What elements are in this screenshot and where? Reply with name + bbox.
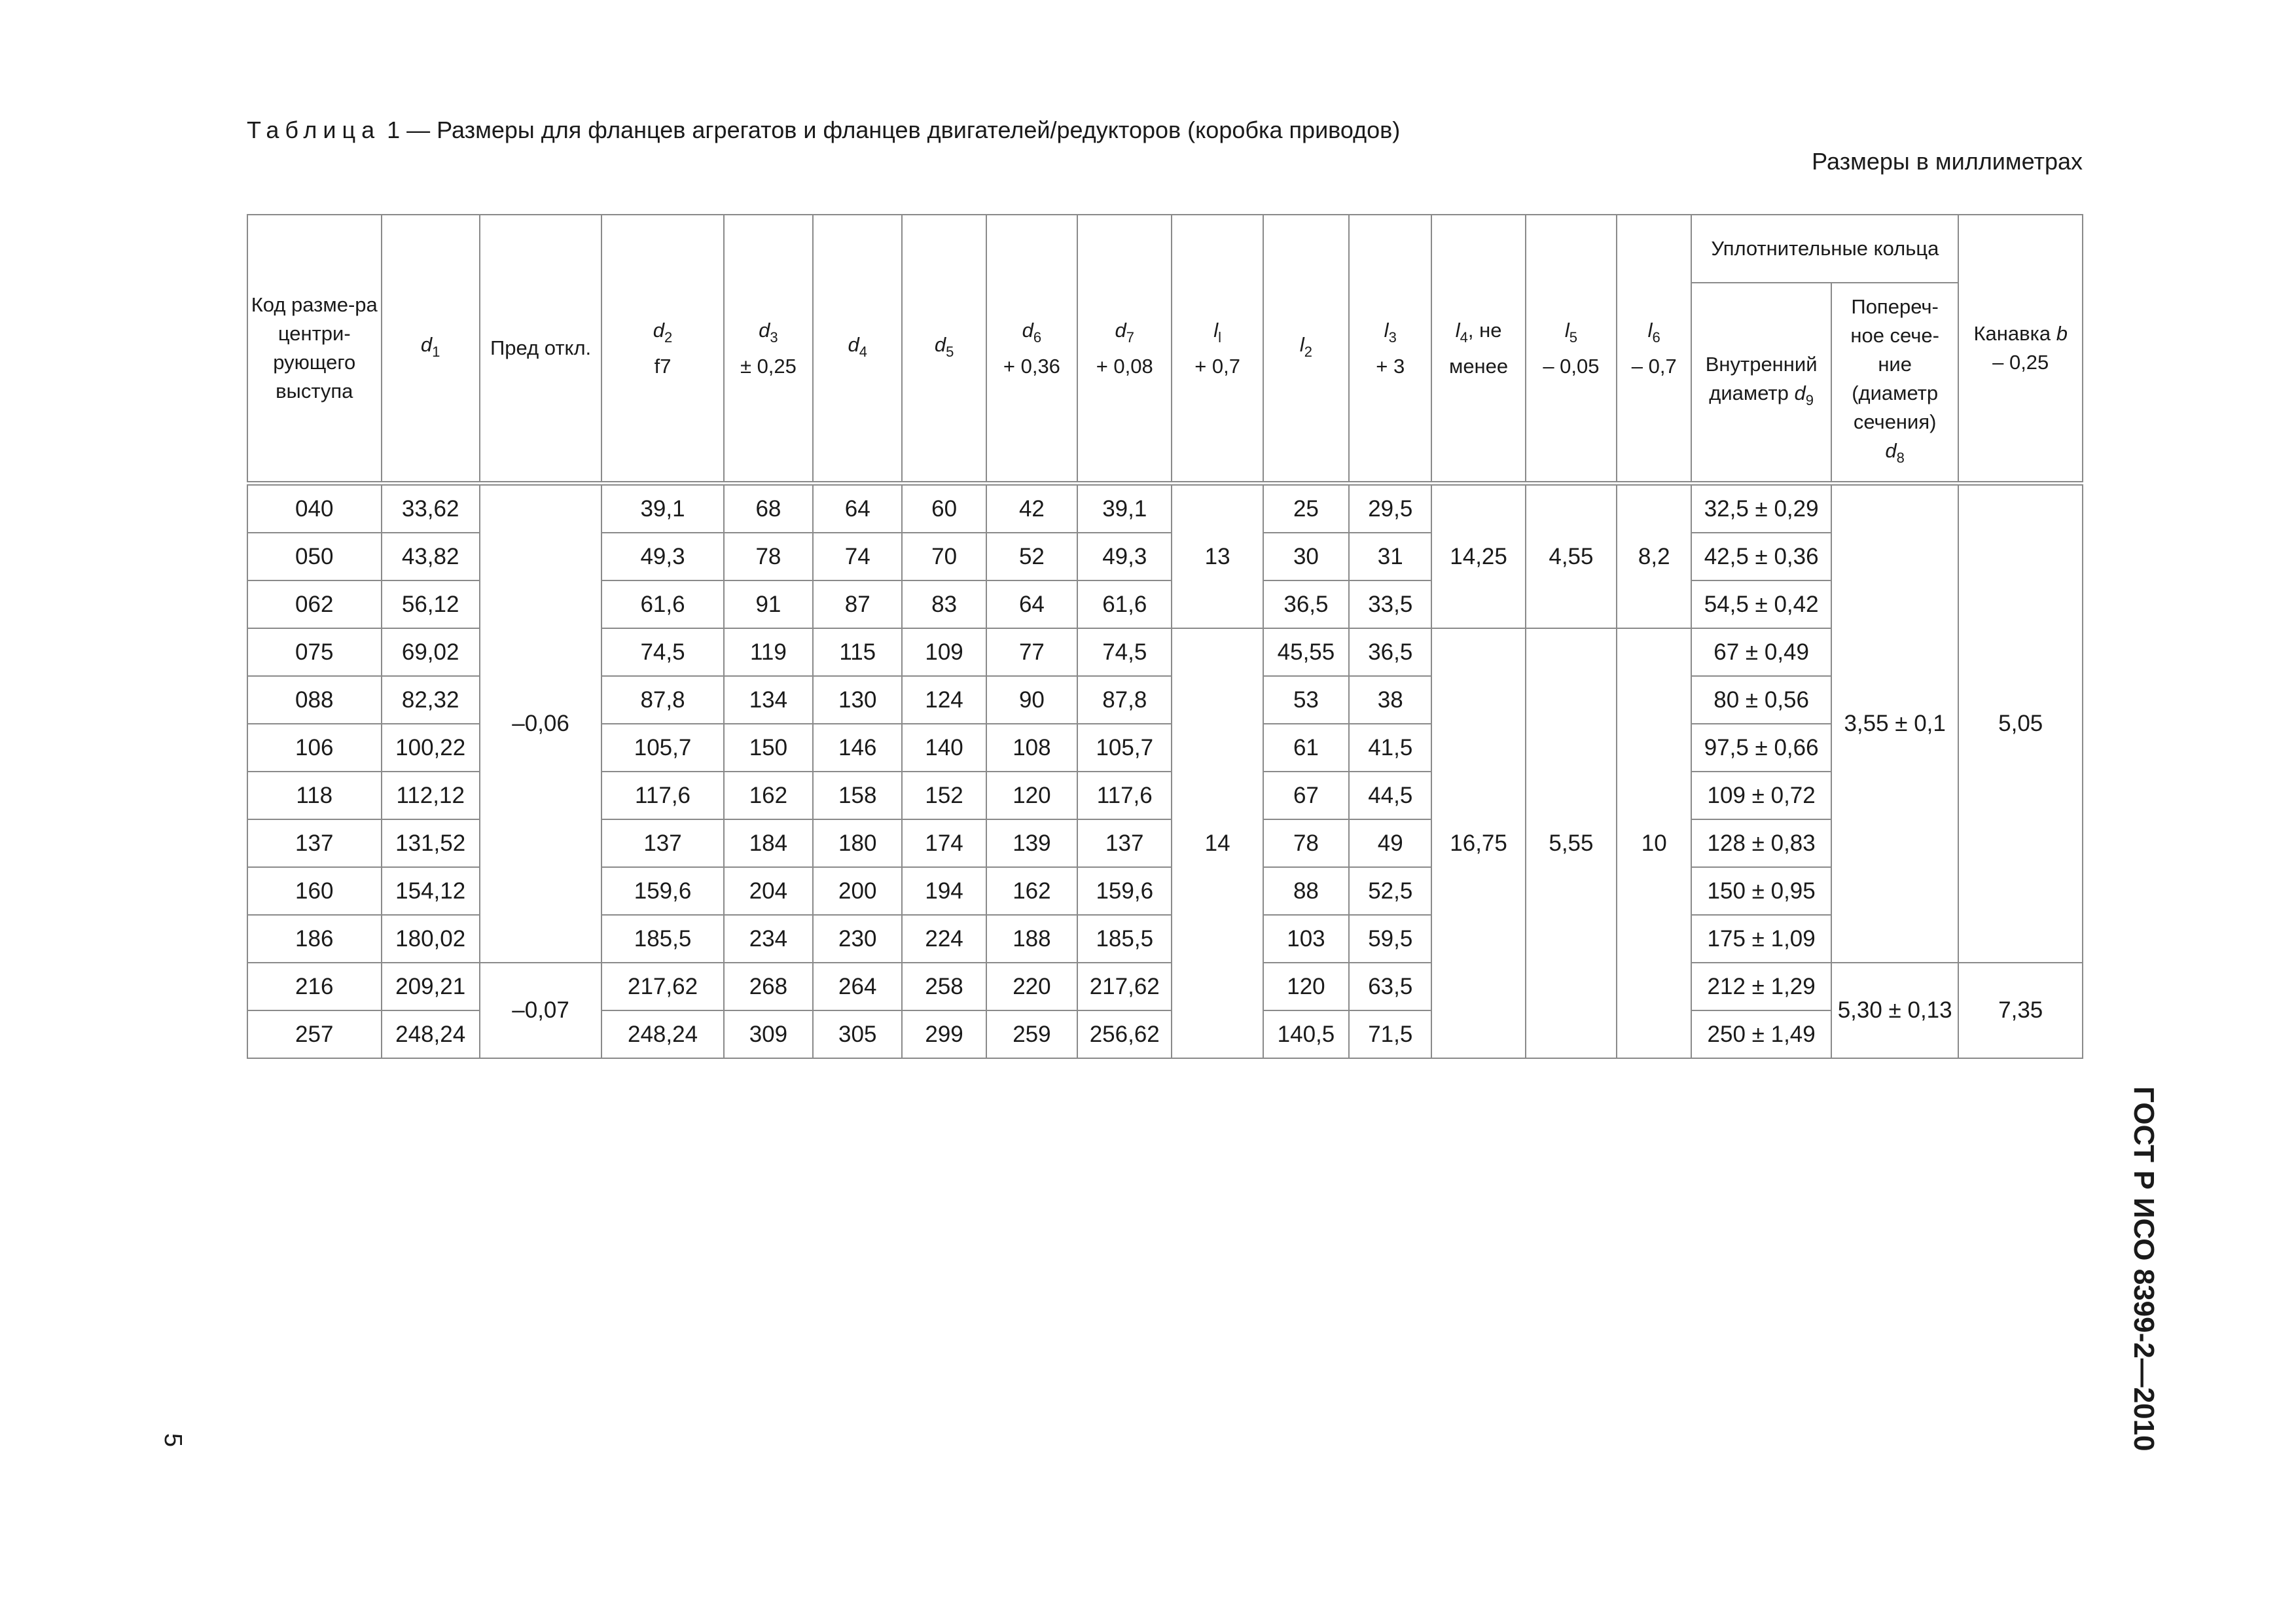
cell-d3: 134 [724, 676, 813, 724]
cell-l2: 103 [1263, 915, 1349, 963]
page-number: 5 [159, 1433, 187, 1448]
cell-d6: 42 [986, 484, 1077, 533]
header-cross-section-d8: Попереч-ное сече-ние (диаметр сечения) $d_8$ [1831, 283, 1959, 484]
cell-d1: 209,21 [382, 963, 480, 1010]
cell-l3: 31 [1349, 533, 1431, 580]
cell-d1: 112,12 [382, 772, 480, 819]
cell-l3: 41,5 [1349, 724, 1431, 772]
cell-d2: 39,1 [601, 484, 723, 533]
cell-groove-b: 5,05 [1958, 484, 2083, 963]
cell-d6: 77 [986, 628, 1077, 676]
header-code: Код разме-ра центри-рующего выступа [247, 215, 382, 484]
cell-d3: 184 [724, 819, 813, 867]
cell-l2: 140,5 [1263, 1010, 1349, 1058]
cell-d7: 137 [1077, 819, 1172, 867]
cell-d1: 56,12 [382, 580, 480, 628]
cell-d4: 264 [813, 963, 902, 1010]
cell-d7: 159,6 [1077, 867, 1172, 915]
cell-d3: 150 [724, 724, 813, 772]
header-l1: $l_l$ + 0,7 [1172, 215, 1263, 484]
cell-l2: 45,55 [1263, 628, 1349, 676]
cell-d4: 158 [813, 772, 902, 819]
cell-d7: 39,1 [1077, 484, 1172, 533]
cell-code: 050 [247, 533, 382, 580]
cell-d3: 234 [724, 915, 813, 963]
cell-d1: 33,62 [382, 484, 480, 533]
cell-d7: 61,6 [1077, 580, 1172, 628]
cell-d2: 217,62 [601, 963, 723, 1010]
cell-d9: 67 ± 0,49 [1691, 628, 1831, 676]
cell-d4: 146 [813, 724, 902, 772]
header-d7: $d_7$ + 0,08 [1077, 215, 1172, 484]
cell-d1: 180,02 [382, 915, 480, 963]
header-d5: $d_5$ [902, 215, 986, 484]
cell-d5: 70 [902, 533, 986, 580]
cell-pred-otkl: –0,07 [480, 963, 601, 1058]
table-caption-label: Таблица [247, 116, 381, 143]
cell-d4: 115 [813, 628, 902, 676]
cell-code: 040 [247, 484, 382, 533]
cell-code: 216 [247, 963, 382, 1010]
cell-d5: 194 [902, 867, 986, 915]
cell-code: 257 [247, 1010, 382, 1058]
cell-d4: 130 [813, 676, 902, 724]
cell-d2: 137 [601, 819, 723, 867]
cell-d6: 64 [986, 580, 1077, 628]
cell-l3: 59,5 [1349, 915, 1431, 963]
cell-l2: 53 [1263, 676, 1349, 724]
cell-code: 186 [247, 915, 382, 963]
cell-l4: 14,25 [1431, 484, 1525, 629]
header-l6: $l_6$ – 0,7 [1617, 215, 1691, 484]
cell-d7: 117,6 [1077, 772, 1172, 819]
cell-l2: 67 [1263, 772, 1349, 819]
cell-l2: 78 [1263, 819, 1349, 867]
cell-d1: 43,82 [382, 533, 480, 580]
table-caption-title: 1 — Размеры для фланцев агрегатов и фланцев двигателей/редукторов (коробка приводов) [380, 116, 1401, 143]
cell-d6: 220 [986, 963, 1077, 1010]
cell-l2: 30 [1263, 533, 1349, 580]
table-header [247, 215, 2083, 484]
cell-d7: 49,3 [1077, 533, 1172, 580]
header-row-1 [247, 215, 2083, 283]
cell-d3: 119 [724, 628, 813, 676]
cell-d6: 139 [986, 819, 1077, 867]
cell-d3: 204 [724, 867, 813, 915]
header-l5: $l_5$ – 0,05 [1526, 215, 1617, 484]
cell-l3: 38 [1349, 676, 1431, 724]
cell-l3: 36,5 [1349, 628, 1431, 676]
cell-d2: 159,6 [601, 867, 723, 915]
cell-d5: 83 [902, 580, 986, 628]
cell-l1: 14 [1172, 628, 1263, 1058]
cell-d4: 180 [813, 819, 902, 867]
cell-d9: 54,5 ± 0,42 [1691, 580, 1831, 628]
cell-d9: 175 ± 1,09 [1691, 915, 1831, 963]
cell-l3: 44,5 [1349, 772, 1431, 819]
cell-d1: 69,02 [382, 628, 480, 676]
header-inner-diameter-d9: Внутренний диаметр $d_9$ [1691, 283, 1831, 484]
standard-designation: ГОСТ Р ИСО 8399-2—2010 [2128, 1086, 2160, 1452]
cell-l2: 25 [1263, 484, 1349, 533]
table-row [247, 484, 2083, 533]
cell-d9: 32,5 ± 0,29 [1691, 484, 1831, 533]
header-l4: $l_4$, не менее [1431, 215, 1525, 484]
units-note: Размеры в миллиметрах [1812, 148, 2083, 175]
cell-d5: 299 [902, 1010, 986, 1058]
cell-d9: 150 ± 0,95 [1691, 867, 1831, 915]
cell-l3: 71,5 [1349, 1010, 1431, 1058]
table-row [247, 963, 2083, 1010]
cell-d7: 185,5 [1077, 915, 1172, 963]
cell-d5: 109 [902, 628, 986, 676]
cell-d1: 82,32 [382, 676, 480, 724]
header-groove-b: Канавка b – 0,25 [1958, 215, 2083, 484]
cell-d7: 87,8 [1077, 676, 1172, 724]
cell-d6: 90 [986, 676, 1077, 724]
cell-d9: 128 ± 0,83 [1691, 819, 1831, 867]
cell-d4: 87 [813, 580, 902, 628]
cell-l2: 88 [1263, 867, 1349, 915]
cell-code: 118 [247, 772, 382, 819]
cell-d5: 60 [902, 484, 986, 533]
cell-l2: 120 [1263, 963, 1349, 1010]
cell-pred-otkl: –0,06 [480, 484, 601, 963]
cell-d6: 259 [986, 1010, 1077, 1058]
cell-d7: 105,7 [1077, 724, 1172, 772]
cell-d6: 120 [986, 772, 1077, 819]
cell-code: 160 [247, 867, 382, 915]
header-d6: $d_6$ + 0,36 [986, 215, 1077, 484]
cell-d7: 217,62 [1077, 963, 1172, 1010]
cell-d2: 248,24 [601, 1010, 723, 1058]
cell-d8: 3,55 ± 0,1 [1831, 484, 1959, 963]
table-caption [247, 116, 1400, 144]
cell-l3: 63,5 [1349, 963, 1431, 1010]
cell-d2: 74,5 [601, 628, 723, 676]
cell-code: 062 [247, 580, 382, 628]
cell-d3: 162 [724, 772, 813, 819]
cell-l2: 36,5 [1263, 580, 1349, 628]
cell-d9: 250 ± 1,49 [1691, 1010, 1831, 1058]
cell-d4: 230 [813, 915, 902, 963]
cell-d9: 42,5 ± 0,36 [1691, 533, 1831, 580]
cell-code: 106 [247, 724, 382, 772]
cell-d9: 109 ± 0,72 [1691, 772, 1831, 819]
cell-d5: 124 [902, 676, 986, 724]
cell-d8: 5,30 ± 0,13 [1831, 963, 1959, 1058]
header-d3: $d_3$ ± 0,25 [724, 215, 813, 484]
cell-d7: 256,62 [1077, 1010, 1172, 1058]
cell-d3: 309 [724, 1010, 813, 1058]
cell-d9: 97,5 ± 0,66 [1691, 724, 1831, 772]
cell-l5: 5,55 [1526, 628, 1617, 1058]
cell-l3: 49 [1349, 819, 1431, 867]
dimensions-table [247, 214, 2083, 1059]
cell-d6: 52 [986, 533, 1077, 580]
cell-d2: 87,8 [601, 676, 723, 724]
cell-d1: 248,24 [382, 1010, 480, 1058]
cell-d6: 188 [986, 915, 1077, 963]
cell-d5: 152 [902, 772, 986, 819]
cell-d1: 131,52 [382, 819, 480, 867]
cell-d6: 162 [986, 867, 1077, 915]
cell-d5: 258 [902, 963, 986, 1010]
header-l2: $l_2$ [1263, 215, 1349, 484]
header-seal-rings: Уплотнительные кольца [1691, 215, 1958, 283]
cell-code: 088 [247, 676, 382, 724]
cell-d9: 80 ± 0,56 [1691, 676, 1831, 724]
cell-l5: 4,55 [1526, 484, 1617, 629]
header-d4: $d_4$ [813, 215, 902, 484]
cell-l6: 10 [1617, 628, 1691, 1058]
cell-l2: 61 [1263, 724, 1349, 772]
cell-d3: 68 [724, 484, 813, 533]
cell-d2: 117,6 [601, 772, 723, 819]
cell-d2: 105,7 [601, 724, 723, 772]
cell-l3: 33,5 [1349, 580, 1431, 628]
cell-d4: 74 [813, 533, 902, 580]
cell-d1: 154,12 [382, 867, 480, 915]
cell-d3: 78 [724, 533, 813, 580]
cell-d4: 64 [813, 484, 902, 533]
cell-l3: 29,5 [1349, 484, 1431, 533]
cell-d5: 174 [902, 819, 986, 867]
cell-d2: 49,3 [601, 533, 723, 580]
cell-l6: 8,2 [1617, 484, 1691, 629]
cell-d9: 212 ± 1,29 [1691, 963, 1831, 1010]
cell-d1: 100,22 [382, 724, 480, 772]
header-l3: $l_3$ + 3 [1349, 215, 1431, 484]
cell-groove-b: 7,35 [1958, 963, 2083, 1058]
header-pred-otkl: Пред откл. [480, 215, 601, 484]
cell-d6: 108 [986, 724, 1077, 772]
cell-d4: 200 [813, 867, 902, 915]
cell-d5: 224 [902, 915, 986, 963]
cell-d3: 268 [724, 963, 813, 1010]
cell-d7: 74,5 [1077, 628, 1172, 676]
cell-d4: 305 [813, 1010, 902, 1058]
header-d1: $d_1$ [382, 215, 480, 484]
cell-l4: 16,75 [1431, 628, 1525, 1058]
cell-code: 075 [247, 628, 382, 676]
header-d2: $d_2$ f7 [601, 215, 723, 484]
cell-d2: 61,6 [601, 580, 723, 628]
cell-d3: 91 [724, 580, 813, 628]
table-body [247, 484, 2083, 1059]
cell-d2: 185,5 [601, 915, 723, 963]
cell-l3: 52,5 [1349, 867, 1431, 915]
cell-d5: 140 [902, 724, 986, 772]
cell-code: 137 [247, 819, 382, 867]
cell-l1: 13 [1172, 484, 1263, 629]
